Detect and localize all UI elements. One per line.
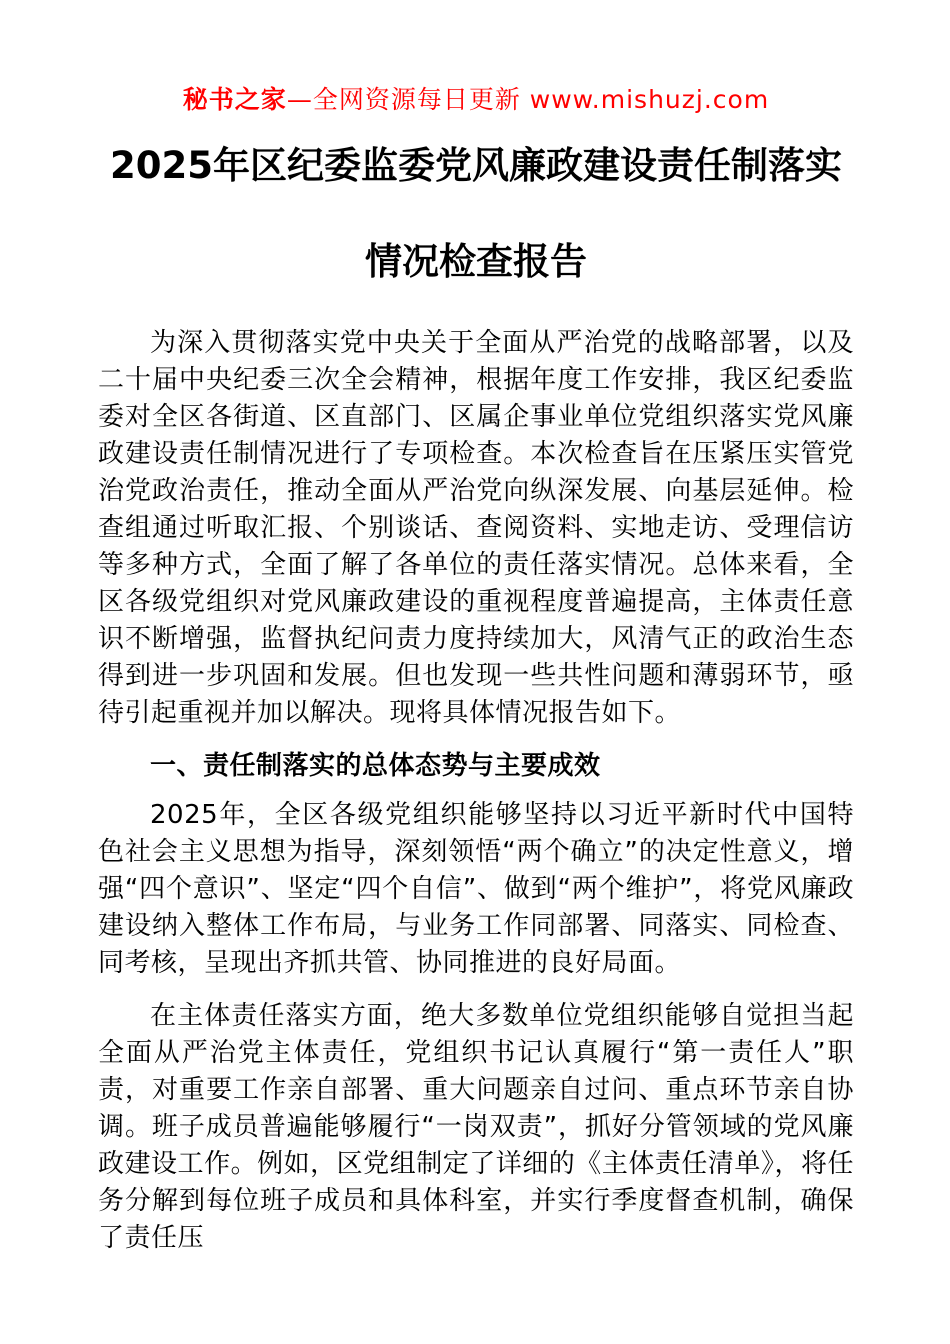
document-title-line-1: 2025年区纪委监委党风廉政建设责任制落实 [110,144,842,187]
header-tagline: —全网资源每日更新 www.mishuzj.com [286,85,770,114]
brand-name: 秘书之家 [182,85,287,114]
paragraph-overall-situation: 2025年，全区各级党组织能够坚持以习近平新时代中国特色社会主义思想为指导，深刻领悟“两个确立”的决定性意义，增强“四个意识”、坚定“四个自信”、做到“两个维护”，将党风廉政建设纳入整体工作布局，与业务工作同部署、同落实、同检查、同考核，呈现出齐抓共管、协同推进的良好局面。 [98,799,854,978]
section-heading-1: 一、责任制落实的总体态势与主要成效 [150,750,601,781]
paragraph-introduction: 为深入贯彻落实党中央关于全面从严治党的战略部署，以及二十届中央纪委三次全会精神，根据年度工作安排，我区纪委监委对全区各街道、区直部门、区属企事业单位党组织落实党风廉政建设责任制情况进行了专项检查。本次检查旨在压紧压实管党治党政治责任，推动全面从严治党向纵深发展、向基层延伸。检查组通过听取汇报、个别谈话、查阅资料、实地走访、受理信访等多种方式，全面了解了各单位的责任落实情况。总体来看，全区各级党组织对党风廉政建设的重视程度普遍提高，主体责任意识不断增强，监督执纪问责力度持续加大，风清气正的政治生态得到进一步巩固和发展。但也发现一些共性问题和薄弱环节，亟待引起重视并加以解决。现将具体情况报告如下。 [98,327,854,728]
document-title [98,144,854,285]
document-title-line-2: 情况检查报告 [365,240,587,284]
paragraph-main-responsibility: 在主体责任落实方面，绝大多数单位党组织能够自觉担当起全面从严治党主体责任，党组织书记认真履行“第一责任人”职责，对重要工作亲自部署、重大问题亲自过问、重点环节亲自协调。班子成员普遍能够履行“一岗双责”，抓好分管领域的党风廉政建设工作。例如，区党组制定了详细的《主体责任清单》，将任务分解到每位班子成员和具体科室，并实行季度督查机制，确保了责任压 [98,1000,854,1253]
header-banner [98,80,854,116]
